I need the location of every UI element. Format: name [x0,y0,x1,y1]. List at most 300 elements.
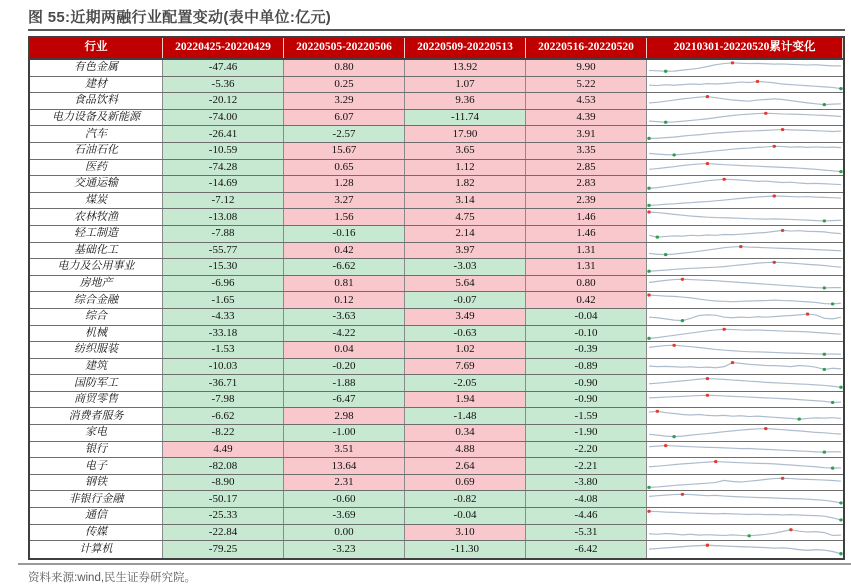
sparkline-path [649,395,841,402]
min-dot-icon [823,368,826,371]
value-cell: -7.12 [163,193,284,209]
value-cell: -0.16 [284,226,405,242]
sparkline-cell [647,276,843,292]
value-cell: -0.89 [526,359,647,375]
value-cell: 0.81 [284,276,405,292]
value-cell: -79.25 [163,541,284,558]
value-cell: -6.62 [284,259,405,275]
table-row [30,243,843,260]
sparkline-svg [647,491,843,507]
value-cell: -0.63 [405,326,526,342]
sparkline-cell [647,259,843,275]
value-cell: -4.08 [526,491,647,507]
value-cell: -0.20 [284,359,405,375]
sparkline-path [649,462,841,469]
value-cell: -0.10 [526,326,647,342]
max-dot-icon [781,128,784,131]
max-dot-icon [756,79,759,82]
figure-title: 图 55:近期两融行业配置变动(表中单位:亿元) [28,9,332,26]
industry-cell: 传媒 [30,525,163,541]
value-cell: -0.04 [405,508,526,524]
sparkline-svg [647,176,843,192]
sparkline-cell [647,77,843,93]
sparkline-cell [647,126,843,142]
sparkline-svg [647,110,843,126]
sparkline-path [649,113,841,122]
min-dot-icon [664,70,667,73]
sparkline-cell [647,209,843,225]
min-dot-icon [747,534,750,537]
table-row [30,143,843,160]
sparkline-svg [647,326,843,342]
margin-allocation-table [28,36,845,560]
value-cell: 0.80 [284,60,405,76]
value-cell: 0.65 [284,160,405,176]
sparkline-path [649,196,841,205]
max-dot-icon [722,327,725,330]
max-dot-icon [781,477,784,480]
sparkline-svg [647,541,843,558]
table-row [30,259,843,276]
sparkline-path [649,279,841,288]
sparkline-path [649,345,841,354]
value-cell: -1.00 [284,425,405,441]
value-cell: 3.27 [284,193,405,209]
sparkline-svg [647,508,843,524]
max-dot-icon [706,95,709,98]
min-dot-icon [839,502,842,505]
table-row [30,176,843,193]
value-cell: 9.90 [526,60,647,76]
table-row [30,326,843,343]
industry-cell: 有色金属 [30,60,163,76]
sparkline-path [649,295,841,304]
sparkline-path [649,179,841,188]
value-cell: -0.07 [405,292,526,308]
table-row [30,375,843,392]
table-row [30,126,843,143]
value-cell: -5.36 [163,77,284,93]
column-header: 20220516-20220520 [526,38,647,58]
sparkline-svg [647,209,843,225]
max-dot-icon [764,111,767,114]
value-cell: 0.80 [526,276,647,292]
industry-cell: 非银行金融 [30,491,163,507]
value-cell: 4.53 [526,93,647,109]
sparkline-path [649,130,841,139]
max-dot-icon [706,544,709,547]
sparkline-svg [647,425,843,441]
min-dot-icon [647,137,650,140]
value-cell: -3.63 [284,309,405,325]
sparkline-cell [647,359,843,375]
industry-cell: 商贸零售 [30,392,163,408]
industry-cell: 家电 [30,425,163,441]
table-row [30,491,843,508]
sparkline-path [649,545,841,553]
min-dot-icon [823,286,826,289]
min-dot-icon [839,518,842,521]
sparkline-path [649,362,841,369]
sparkline-path [649,81,841,88]
sparkline-svg [647,475,843,491]
value-cell: -8.90 [163,475,284,491]
value-cell: 2.98 [284,408,405,424]
sparkline-svg [647,126,843,142]
value-cell: 17.90 [405,126,526,142]
value-cell: -3.03 [405,259,526,275]
value-cell: 6.07 [284,110,405,126]
industry-cell: 机械 [30,326,163,342]
table-row [30,408,843,425]
value-cell: 2.31 [284,475,405,491]
value-cell: 0.42 [284,243,405,259]
value-cell: -0.04 [526,309,647,325]
industry-cell: 房地产 [30,276,163,292]
sparkline-cell [647,458,843,474]
industry-cell: 医药 [30,160,163,176]
min-dot-icon [823,103,826,106]
industry-cell: 交通运输 [30,176,163,192]
sparkline-svg [647,143,843,159]
value-cell: -0.90 [526,392,647,408]
table-row [30,541,843,558]
sparkline-cell [647,375,843,391]
table-header-row [30,38,843,60]
value-cell: -74.28 [163,160,284,176]
value-cell: -6.62 [163,408,284,424]
value-cell: -47.46 [163,60,284,76]
value-cell: -2.57 [284,126,405,142]
min-dot-icon [672,153,675,156]
max-dot-icon [672,344,675,347]
sparkline-svg [647,292,843,308]
industry-cell: 轻工制造 [30,226,163,242]
value-cell: 1.31 [526,259,647,275]
value-cell: -36.71 [163,375,284,391]
industry-cell: 电力设备及新能源 [30,110,163,126]
industry-cell: 消费者服务 [30,408,163,424]
industry-cell: 食品饮料 [30,93,163,109]
value-cell: 0.42 [526,292,647,308]
value-cell: -1.65 [163,292,284,308]
column-header: 20220425-20220429 [163,38,284,58]
industry-cell: 煤炭 [30,193,163,209]
value-cell: 15.67 [284,143,405,159]
min-dot-icon [839,552,842,555]
min-dot-icon [672,435,675,438]
min-dot-icon [656,235,659,238]
value-cell: -6.47 [284,392,405,408]
sparkline-cell [647,342,843,358]
value-cell: 3.97 [405,243,526,259]
value-cell: 0.04 [284,342,405,358]
value-cell: 2.85 [526,160,647,176]
value-cell: 3.49 [405,309,526,325]
table-row [30,359,843,376]
min-dot-icon [647,187,650,190]
max-dot-icon [681,277,684,280]
industry-cell: 汽车 [30,126,163,142]
sparkline-svg [647,193,843,209]
value-cell: -1.88 [284,375,405,391]
value-cell: 3.35 [526,143,647,159]
max-dot-icon [706,162,709,165]
max-dot-icon [731,61,734,64]
table-row [30,276,843,293]
table-row [30,458,843,475]
value-cell: -0.90 [526,375,647,391]
industry-cell: 农林牧渔 [30,209,163,225]
table-row [30,60,843,77]
min-dot-icon [831,401,834,404]
max-dot-icon [764,427,767,430]
sparkline-cell [647,176,843,192]
value-cell: -25.33 [163,508,284,524]
value-cell: -2.05 [405,375,526,391]
max-dot-icon [739,245,742,248]
value-cell: -50.17 [163,491,284,507]
value-cell: 0.12 [284,292,405,308]
sparkline-cell [647,442,843,458]
sparkline-path [649,478,841,487]
value-cell: -10.59 [163,143,284,159]
table-row [30,209,843,226]
sparkline-cell [647,243,843,259]
sparkline-path [649,97,841,105]
value-cell: 1.12 [405,160,526,176]
value-cell: 3.14 [405,193,526,209]
value-cell: -1.53 [163,342,284,358]
value-cell: -1.59 [526,408,647,424]
value-cell: 4.49 [163,442,284,458]
value-cell: -2.20 [526,442,647,458]
sparkline-svg [647,525,843,541]
value-cell: 2.83 [526,176,647,192]
value-cell: -3.80 [526,475,647,491]
value-cell: 1.46 [526,209,647,225]
value-cell: 3.91 [526,126,647,142]
sparkline-svg [647,458,843,474]
value-cell: -0.39 [526,342,647,358]
table-row [30,525,843,542]
value-cell: 13.92 [405,60,526,76]
min-dot-icon [664,120,667,123]
max-dot-icon [781,229,784,232]
sparkline-cell [647,392,843,408]
min-dot-icon [823,353,826,356]
sparkline-path [649,495,841,504]
min-dot-icon [647,486,650,489]
value-cell: -0.60 [284,491,405,507]
value-cell: -6.96 [163,276,284,292]
min-dot-icon [839,386,842,389]
table-row [30,77,843,94]
max-dot-icon [731,361,734,364]
value-cell: -22.84 [163,525,284,541]
table-row [30,309,843,326]
min-dot-icon [831,467,834,470]
industry-cell: 计算机 [30,541,163,558]
industry-cell: 建筑 [30,359,163,375]
sparkline-svg [647,342,843,358]
sparkline-path [649,246,841,254]
value-cell: -13.08 [163,209,284,225]
max-dot-icon [647,211,650,214]
sparkline-svg [647,309,843,325]
sparkline-cell [647,143,843,159]
data-source-note: 资料来源:wind,民生证券研究院。 [28,572,197,584]
sparkline-svg [647,60,843,76]
sparkline-svg [647,160,843,176]
industry-cell: 电子 [30,458,163,474]
sparkline-svg [647,375,843,391]
value-cell: -15.30 [163,259,284,275]
sparkline-cell [647,309,843,325]
max-dot-icon [681,493,684,496]
industry-cell: 电力及公用事业 [30,259,163,275]
value-cell: 4.75 [405,209,526,225]
sparkline-path [649,329,841,338]
value-cell: 1.31 [526,243,647,259]
sparkline-path [649,445,841,452]
value-cell: -7.88 [163,226,284,242]
value-cell: -0.82 [405,491,526,507]
value-cell: 2.14 [405,226,526,242]
max-dot-icon [789,528,792,531]
value-cell: -55.77 [163,243,284,259]
table-row [30,292,843,309]
industry-cell: 建材 [30,77,163,93]
value-cell: -3.69 [284,508,405,524]
sparkline-cell [647,93,843,109]
value-cell: -10.03 [163,359,284,375]
table-row [30,392,843,409]
sparkline-cell [647,525,843,541]
value-cell: 13.64 [284,458,405,474]
value-cell: -20.12 [163,93,284,109]
table-row [30,160,843,177]
max-dot-icon [773,261,776,264]
sparkline-cell [647,408,843,424]
value-cell: -7.98 [163,392,284,408]
value-cell: -1.90 [526,425,647,441]
value-cell: 3.29 [284,93,405,109]
sparkline-cell [647,60,843,76]
value-cell: 5.64 [405,276,526,292]
sparkline-cell [647,193,843,209]
value-cell: 4.39 [526,110,647,126]
value-cell: 4.88 [405,442,526,458]
min-dot-icon [839,170,842,173]
min-dot-icon [831,303,834,306]
value-cell: 1.46 [526,226,647,242]
sparkline-cell [647,292,843,308]
industry-cell: 通信 [30,508,163,524]
table-row [30,193,843,210]
value-cell: 7.69 [405,359,526,375]
value-cell: -2.21 [526,458,647,474]
max-dot-icon [647,294,650,297]
sparkline-cell [647,160,843,176]
sparkline-cell [647,541,843,558]
sparkline-svg [647,392,843,408]
industry-cell: 综合 [30,309,163,325]
value-cell: 3.10 [405,525,526,541]
value-cell: -33.18 [163,326,284,342]
industry-cell: 石油石化 [30,143,163,159]
value-cell: -26.41 [163,126,284,142]
sparkline-svg [647,93,843,109]
value-cell: -6.42 [526,541,647,558]
sparkline-path [649,429,841,437]
value-cell: 0.25 [284,77,405,93]
sparkline-svg [647,442,843,458]
min-dot-icon [681,319,684,322]
sparkline-path [649,511,841,520]
sparkline-path [649,529,841,535]
value-cell: -4.46 [526,508,647,524]
sparkline-path [649,379,841,388]
table-row [30,442,843,459]
sparkline-svg [647,276,843,292]
min-dot-icon [798,418,801,421]
title-divider [28,29,845,31]
value-cell: 0.34 [405,425,526,441]
value-cell: 9.36 [405,93,526,109]
value-cell: -11.74 [405,110,526,126]
table-row [30,110,843,127]
min-dot-icon [647,204,650,207]
sparkline-cell [647,326,843,342]
min-dot-icon [664,253,667,256]
value-cell: 1.07 [405,77,526,93]
value-cell: -14.69 [163,176,284,192]
sparkline-path [649,412,841,420]
max-dot-icon [773,194,776,197]
value-cell: 0.69 [405,475,526,491]
sparkline-cell [647,425,843,441]
value-cell: 1.82 [405,176,526,192]
sparkline-svg [647,259,843,275]
value-cell: 2.39 [526,193,647,209]
table-row [30,226,843,243]
column-header: 20220509-20220513 [405,38,526,58]
value-cell: -82.08 [163,458,284,474]
sparkline-svg [647,408,843,424]
value-cell: -4.22 [284,326,405,342]
sparkline-svg [647,226,843,242]
table-row [30,508,843,525]
value-cell: 1.28 [284,176,405,192]
max-dot-icon [714,460,717,463]
sparkline-cell [647,491,843,507]
value-cell: 2.64 [405,458,526,474]
max-dot-icon [806,312,809,315]
min-dot-icon [647,270,650,273]
sparkline-path [649,163,841,171]
industry-cell: 基础化工 [30,243,163,259]
sparkline-cell [647,226,843,242]
industry-cell: 钢铁 [30,475,163,491]
value-cell: 1.56 [284,209,405,225]
max-dot-icon [773,145,776,148]
table-row [30,475,843,492]
value-cell: -74.00 [163,110,284,126]
sparkline-path [649,314,841,321]
sparkline-cell [647,475,843,491]
max-dot-icon [706,377,709,380]
